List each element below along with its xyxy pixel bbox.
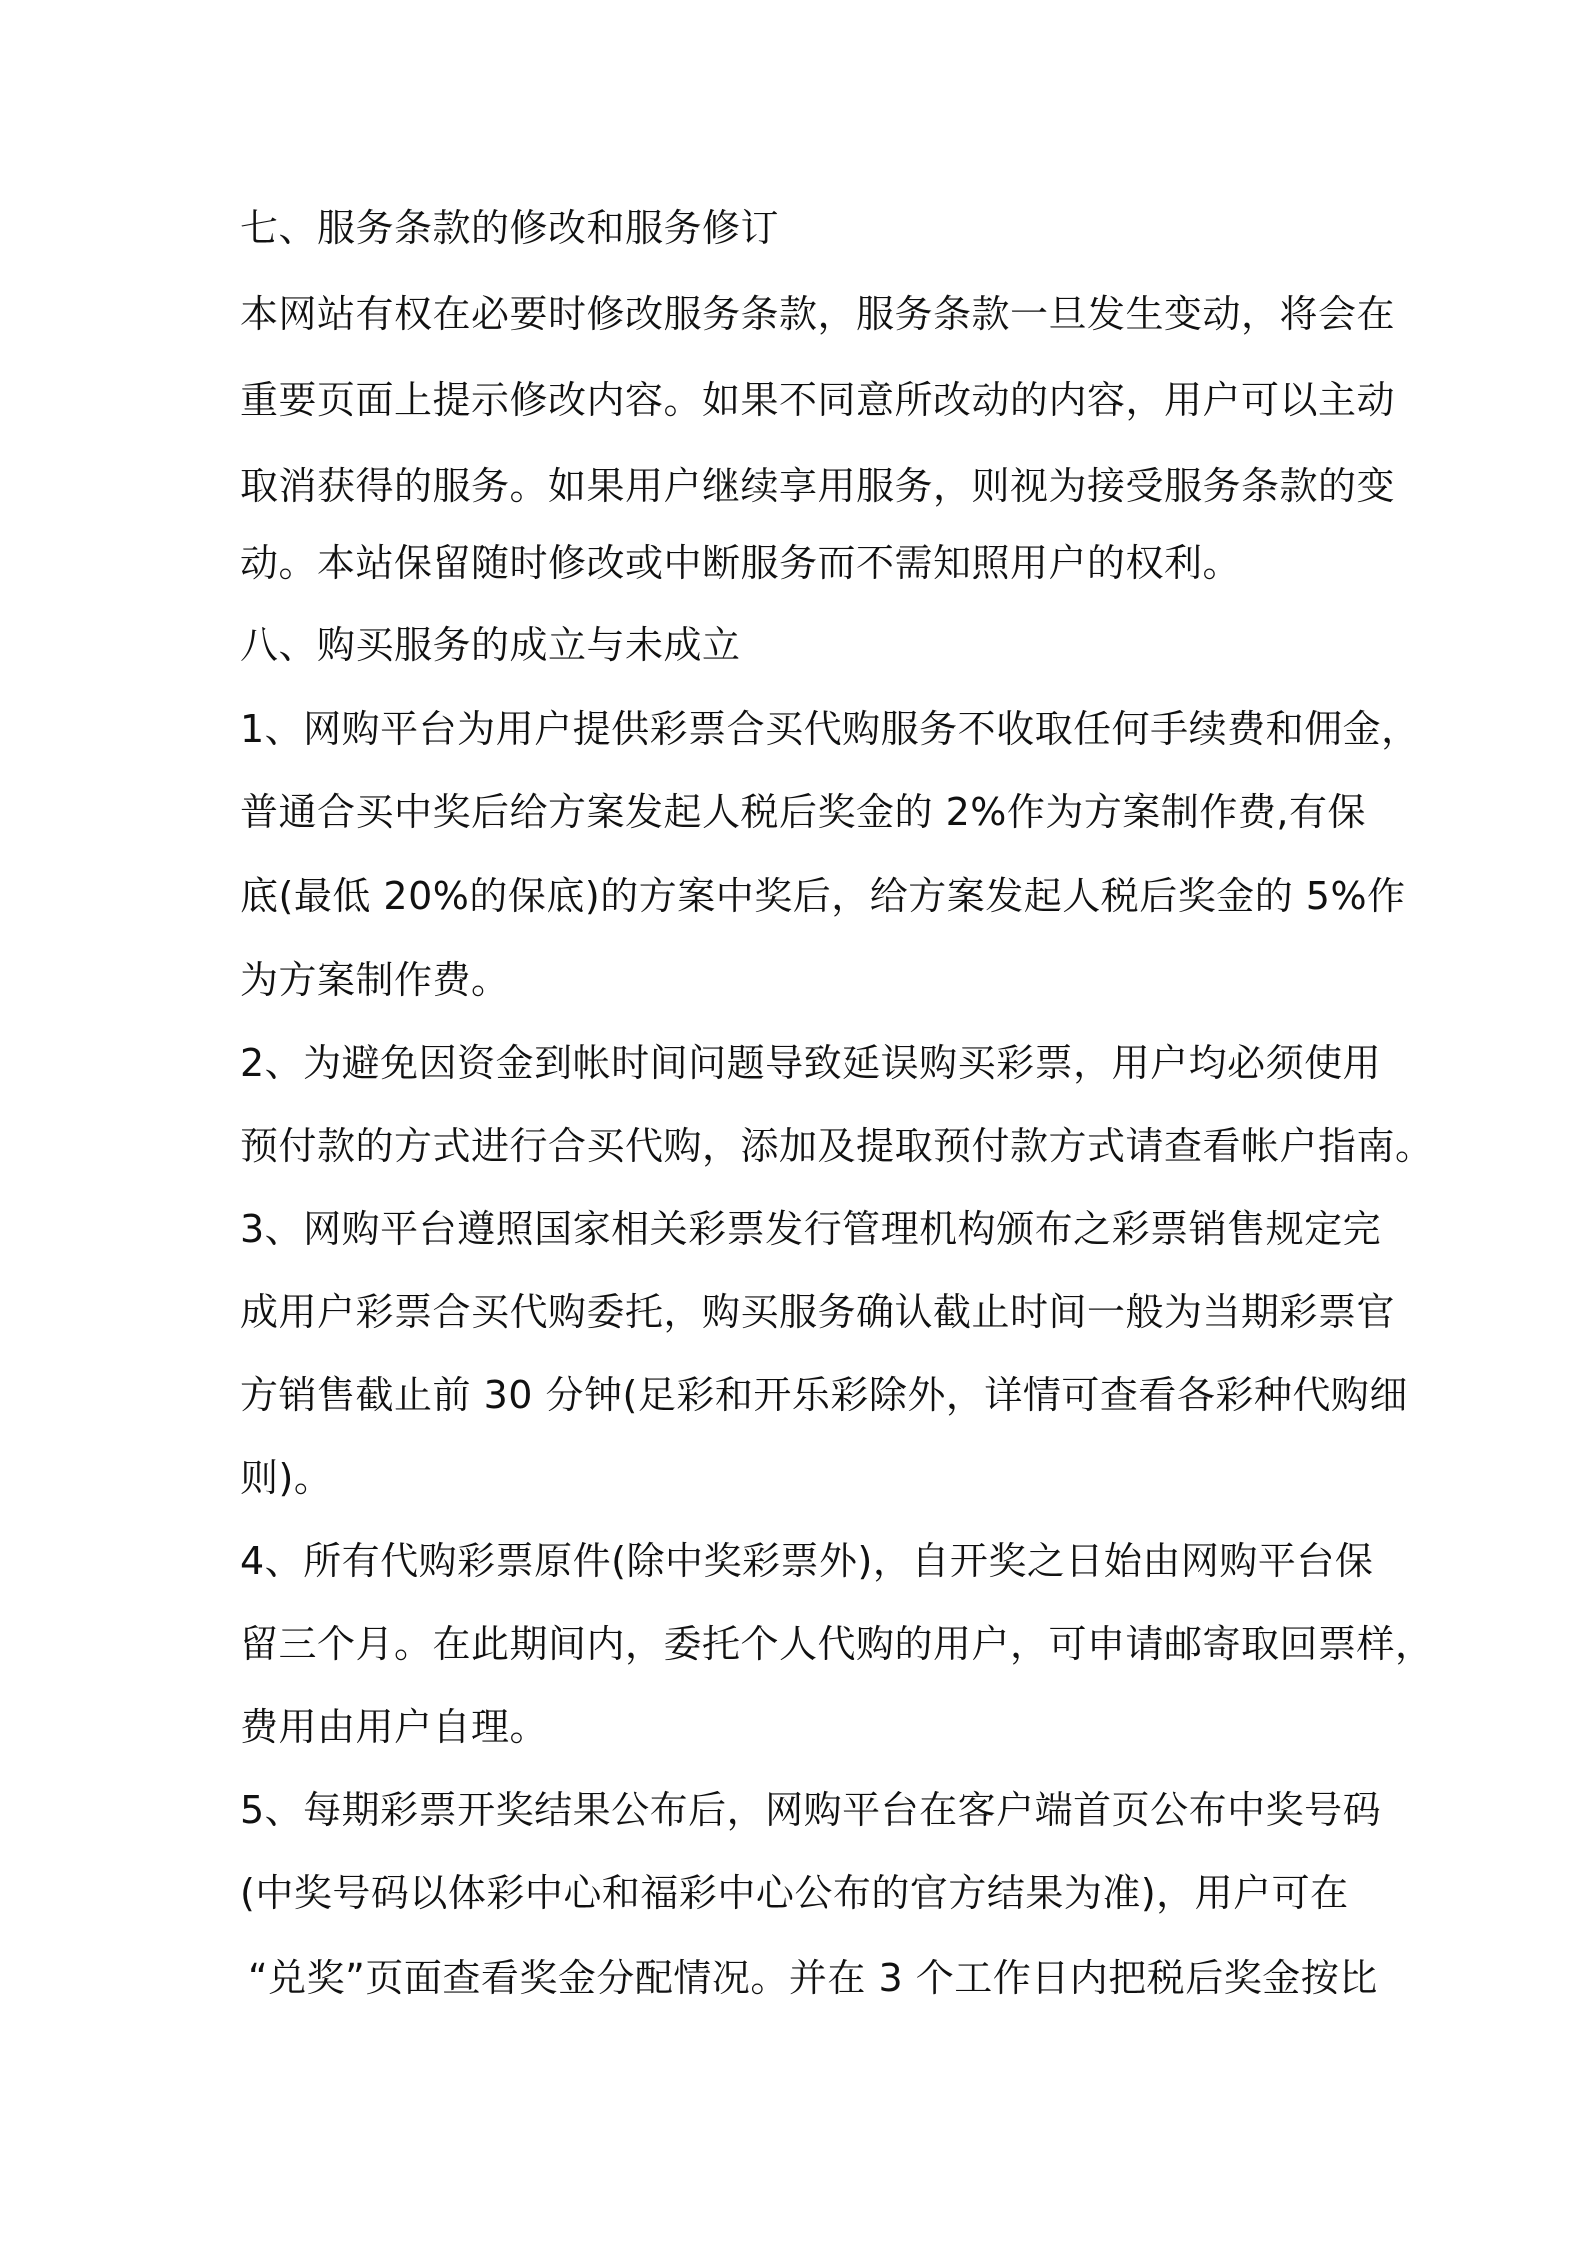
item-4-line-3: 费用由用户自理。 (240, 1705, 549, 1749)
section-7-line-1: 本网站有权在必要时修改服务条款，服务条款一旦发生变动，将会在 (240, 292, 1396, 336)
item-3-line-3: 方销售截止前 30 分钟(足彩和开乐彩除外，详情可查看各彩种代购细 (240, 1373, 1408, 1417)
item-5-line-1: 5、每期彩票开奖结果公布后，网购平台在客户端首页公布中奖号码 (240, 1788, 1382, 1832)
section-7-line-4: 动。本站保留随时修改或中断服务而不需知照用户的权利。 (240, 541, 1242, 585)
item-5-line-2: (中奖号码以体彩中心和福彩中心公布的官方结果为准)，用户可在 (240, 1871, 1349, 1915)
item-5-line-3: “兑奖”页面查看奖金分配情况。并在 3 个工作日内把税后奖金按比 (248, 1956, 1378, 2000)
section-7-line-3: 取消获得的服务。如果用户继续享用服务，则视为接受服务条款的变 (240, 464, 1396, 508)
section-7-heading: 七、服务条款的修改和服务修订 (240, 206, 780, 250)
item-1-line-3: 底(最低 20%的保底)的方案中奖后，给方案发起人税后奖金的 5%作 (240, 874, 1406, 918)
item-2-line-2: 预付款的方式进行合买代购，添加及提取预付款方式请查看帐户指南。 (240, 1124, 1434, 1168)
section-8-heading: 八、购买服务的成立与未成立 (240, 623, 741, 667)
item-3-line-4: 则)。 (240, 1456, 333, 1500)
section-7-line-2: 重要页面上提示修改内容。如果不同意所改动的内容，用户可以主动 (240, 378, 1396, 422)
item-4-line-1: 4、所有代购彩票原件(除中奖彩票外)，自开奖之日始由网购平台保 (240, 1539, 1374, 1583)
item-2-line-1: 2、为避免因资金到帐时间问题导致延误购买彩票，用户均必须使用 (240, 1041, 1382, 1085)
item-1-line-4: 为方案制作费。 (240, 958, 510, 1002)
item-3-line-2: 成用户彩票合买代购委托，购买服务确认截止时间一般为当期彩票官 (240, 1290, 1396, 1334)
item-1-line-2: 普通合买中奖后给方案发起人税后奖金的 2%作为方案制作费,有保 (240, 790, 1366, 834)
item-3-line-1: 3、网购平台遵照国家相关彩票发行管理机构颁布之彩票销售规定完 (240, 1207, 1382, 1251)
item-4-line-2: 留三个月。在此期间内，委托个人代购的用户，可申请邮寄取回票样， (240, 1622, 1434, 1666)
item-1-line-1: 1、网购平台为用户提供彩票合买代购服务不收取任何手续费和佣金， (240, 707, 1420, 751)
